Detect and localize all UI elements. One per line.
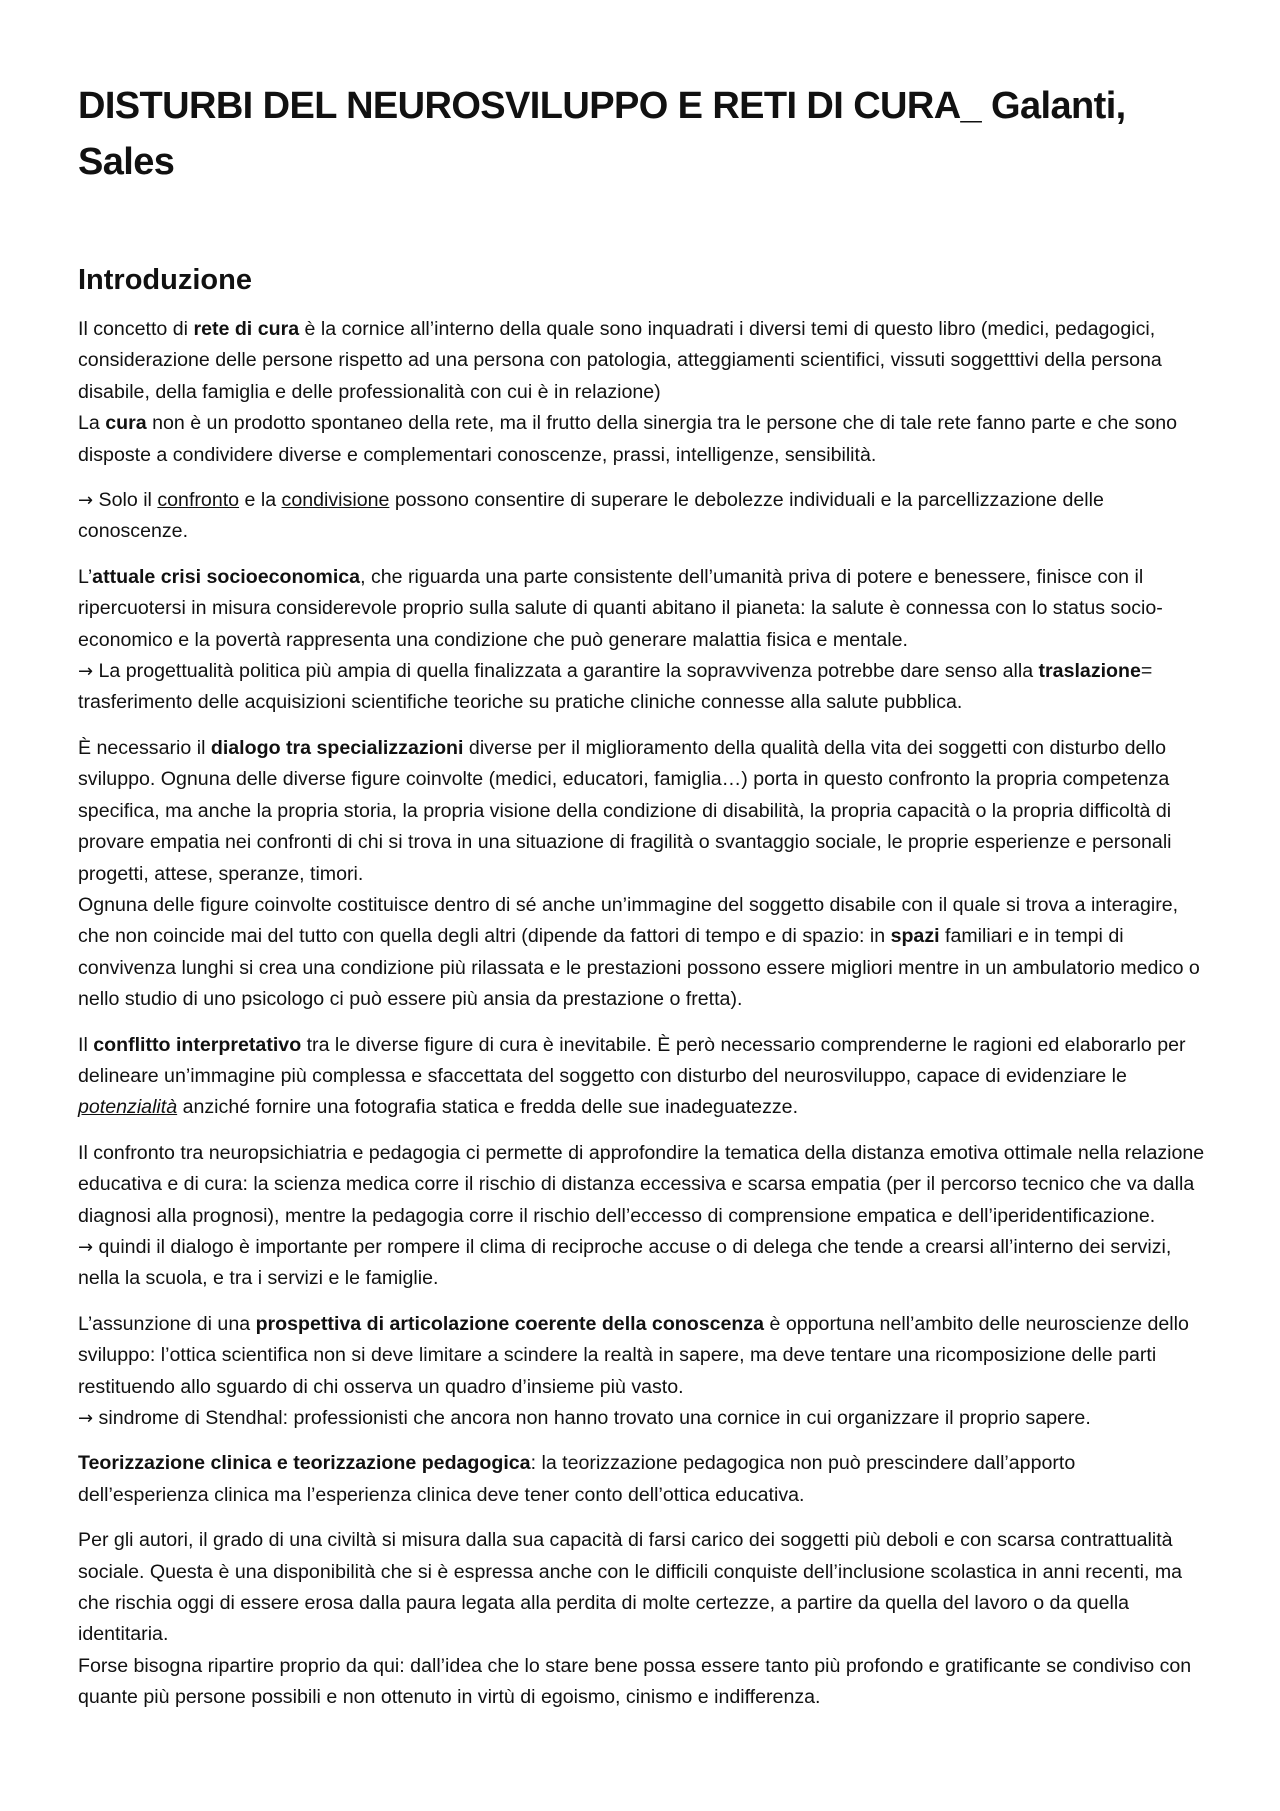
text: e la (239, 489, 282, 512)
text: è la cornice all’interno della quale sono inquadrati i diversi temi di questo libro (medici, pedagogici, considerazione delle persone rispetto ad una persona con patologia, atteggiamenti scientifici, vissuti soggetttivi della persona disabile, della famiglia e delle professionalità con cui è in relazione) (78, 318, 1162, 403)
paragraph-confronto (78, 485, 1208, 548)
bold-term: Teorizzazione clinica e teorizzazione pedagogica (78, 1452, 531, 1475)
text: La progettualità politica più ampia di quella finalizzata a garantire la sopravvivenza potrebbe dare senso alla (93, 660, 1039, 683)
text: è opportuna nell’ambito delle neuroscienze dello sviluppo: l’ottica scientifica non si deve limitare a scindere la realtà in sapere, ma deve tentare una ricomposizione delle parti restituendo allo sguardo di chi osserva un quadro d’insieme più vasto. (78, 1312, 1189, 1398)
paragraph-civilta (78, 1525, 1208, 1713)
paragraph-dialogo (78, 733, 1208, 1016)
bold-term: prospettiva di articolazione coerente della conoscenza (255, 1312, 765, 1335)
bold-term: traslazione (1038, 660, 1141, 683)
text: È necessario il (78, 736, 211, 759)
text: La (78, 412, 106, 435)
text: Forse bisogna ripartire proprio da qui: dall’idea che lo stare bene possa essere tanto più profondo e gratificante se condiviso con quante più persone possibili e non ottenuto in virtù di egoismo, cinismo e indifferenza. (78, 1654, 1192, 1709)
text: familiari e in tempi di convivenza lunghi si crea una condizione più rilassata e le prestazioni possono essere migliori mentre in un ambulatorio medico o nello studio di uno psicologo ci può essere più ansia da prestazione o fretta). (78, 925, 1200, 1011)
text: L’ (78, 565, 93, 588)
underlined-term: potenzialità (78, 1096, 178, 1119)
arrow-icon: → (78, 661, 94, 683)
arrow-icon: → (78, 1236, 94, 1258)
text: quindi il dialogo è importante per rompere il clima di reciproche accuse o di delega che tende a crearsi all’interno dei servizi, nella la scuola, e tra i servizi e le famiglie. (78, 1235, 1172, 1290)
bold-term: conflitto interpretativo (93, 1033, 302, 1056)
text: tra le diverse figure di cura è inevitabile. È però necessario comprenderne le ragioni ed elaborarlo per delineare un’immagine più complessa e sfaccettata del soggetto con disturbo del neurosviluppo, capace di evidenziare le (78, 1033, 1186, 1087)
underlined-term: confronto (157, 489, 240, 512)
bold-term: attuale crisi socioeconomica (92, 565, 361, 588)
text: anziché fornire una fotografia statica e fredda delle sue inadeguatezze. (177, 1096, 799, 1119)
paragraph-teorizzazione (78, 1448, 1208, 1511)
bold-term: dialogo tra specializzazioni (210, 736, 464, 759)
underlined-term: condivisione (281, 489, 390, 512)
paragraph-rete-di-cura (78, 314, 1208, 471)
arrow-icon: → (78, 490, 94, 512)
text: diverse per il miglioramento della qualità della vita dei soggetti con disturbo dello sviluppo. Ognuna delle diverse figure coinvolte (medici, educatori, famiglia…) porta in questo confronto la propria competenza specifica, ma anche la propria storia, la propria visione della condizione di disabilità, la propria capacità o la propria difficoltà di provare empatia nei confronti di chi si trova in una situazione di fragilità o svantaggio sociale, le proprie esperienze e personali progetti, attese, speranze, timori. (78, 736, 1172, 885)
text: L’assunzione di una (78, 1312, 256, 1335)
paragraph-prospettiva (78, 1309, 1208, 1435)
text: Per gli autori, il grado di una civiltà si misura dalla sua capacità di farsi carico dei soggetti più deboli e con scarsa contrattualità sociale. Questa è una disponibilità che si è espressa anche con le difficili conquiste dell’inclusione scolastica in anni recenti, ma che rischia oggi di essere erosa dalla paura legata alla perdita di molte certezze, a partire da quella del lavoro o da quella identitaria. (78, 1529, 1183, 1646)
text: Solo il (93, 489, 158, 512)
text: , che riguarda una parte consistente dell’umanità priva di potere e benessere, finisce con il ripercuotersi in misura considerevole proprio sulla salute di quanti abitano il pianeta: la salute è connessa con lo status socio-economico e la povertà rappresenta una condizione che può generare malattia fisica e mentale. (78, 565, 1163, 651)
document-title: DISTURBI DEL NEUROSVILUPPO E RETI DI CURA_ Galanti, Sales (78, 85, 1126, 183)
text: Il concetto di (78, 318, 194, 340)
text: sindrome di Stendhal: professionisti che ancora non hanno trovato una cornice in cui organizzare il proprio sapere. (93, 1407, 1091, 1429)
paragraph-conflitto (78, 1030, 1208, 1124)
text: Il (78, 1033, 94, 1056)
text: = trasferimento delle acquisizioni scientifiche teoriche su pratiche cliniche connesse alla salute pubblica. (78, 660, 1153, 714)
text: possono consentire di superare le debolezze individuali e la parcellizzazione delle conoscenze. (78, 489, 1104, 543)
text: : la teorizzazione pedagogica non può prescindere dall’apporto dell’esperienza clinica ma l’esperienza clinica deve tener conto dell’ottica educativa. (78, 1452, 1076, 1506)
text: non è un prodotto spontaneo della rete, ma il frutto della sinergia tra le persone che di tale rete fanno parte e che sono disposte a condividere diverse e complementari conoscenze, prassi, intelligenze, sensibilità. (78, 412, 1178, 466)
paragraph-neuropsichiatria (78, 1138, 1208, 1295)
paragraph-crisi (78, 562, 1208, 719)
bold-term: cura (105, 412, 147, 435)
text: Ognuna delle figure coinvolte costituisce dentro di sé anche un’immagine del soggetto disabile con il quale si trova a interagire, che non coincide mai del tutto con quella degli altri (dipende da fattori di tempo e di spazio: in (78, 893, 1179, 948)
bold-term: spazi (890, 925, 940, 948)
text: Il confronto tra neuropsichiatria e pedagogia ci permette di approfondire la tematica della distanza emotiva ottimale nella relazione educativa e di cura: la scienza medica corre il rischio di distanza eccessiva e scarsa empatia (per il percorso tecnico che va dalla diagnosi alla prognosi), mentre la pedagogia corre il rischio dell’eccesso di comprensione empatica e dell’iperidentificazione. (78, 1141, 1205, 1227)
bold-term: rete di cura (193, 318, 300, 340)
arrow-icon: → (78, 1408, 94, 1429)
section-heading: Introduzione (78, 264, 252, 296)
